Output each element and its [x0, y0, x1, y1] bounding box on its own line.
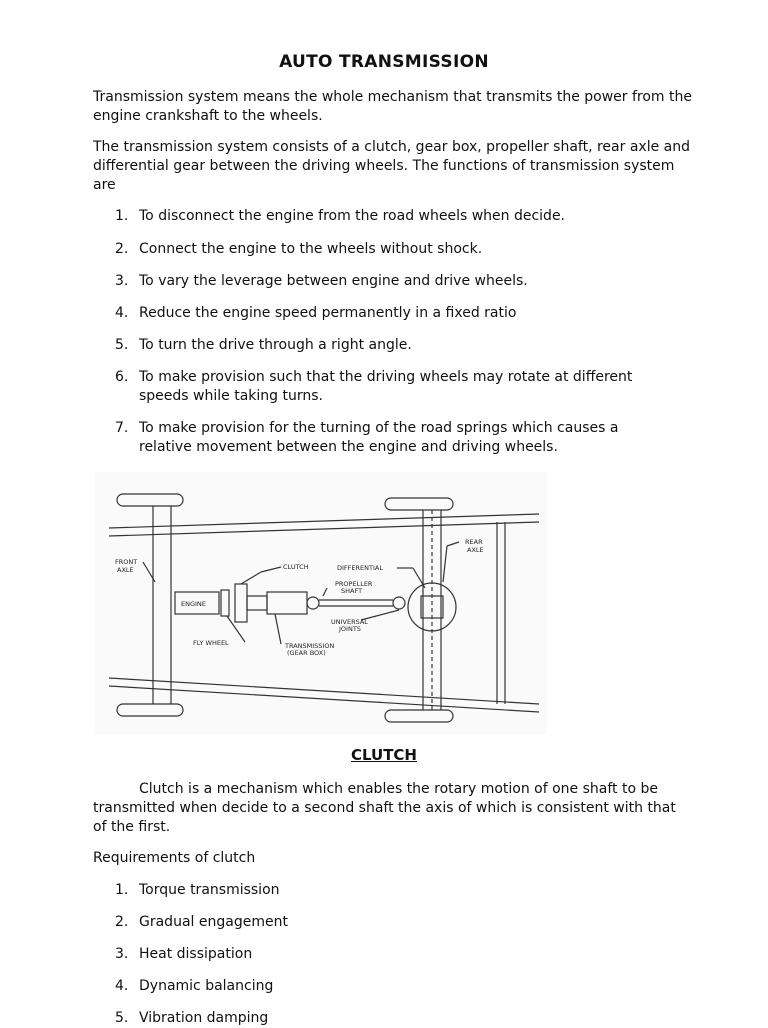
list-number: 3. — [115, 946, 129, 962]
list-number: 1. — [115, 882, 129, 898]
list-text: To make provision such that the driving wheels may rotate at different speeds while taking turns. — [139, 369, 633, 404]
list-text: To make provision for the turning of the road springs which causes a relative movement between the engine and driving wheels. — [139, 420, 619, 455]
list-number: 5. — [115, 337, 129, 353]
list-text: To turn the drive through a right angle. — [139, 337, 412, 353]
label-clutch: CLUTCH — [283, 563, 309, 571]
label-rear-axle-2: AXLE — [467, 546, 484, 554]
list-text: To vary the leverage between engine and drive wheels. — [139, 273, 528, 289]
label-fly-wheel: FLY WHEEL — [193, 639, 229, 647]
list-text: Connect the engine to the wheels without shock. — [139, 241, 483, 257]
list-number: 6. — [115, 369, 129, 385]
list-number: 7. — [115, 420, 129, 436]
label-gear-box: (GEAR BOX) — [287, 649, 326, 657]
transmission-layout-diagram — [95, 472, 547, 734]
list-text: Vibration damping — [139, 1010, 269, 1026]
list-number: 2. — [115, 241, 129, 257]
clutch-paragraph: Clutch is a mechanism which enables the rotary motion of one shaft to be transmitted when decide to a second shaft the axis of which is consistent with that of the first. — [93, 781, 676, 835]
list-text: Heat dissipation — [139, 946, 253, 962]
page-title: AUTO TRANSMISSION — [279, 52, 489, 72]
intro-paragraph-2: The transmission system consists of a clutch, gear box, propeller shaft, rear axle and differential gear between the driving wheels. The functions of transmission system are — [93, 139, 690, 193]
intro-paragraph-1: Transmission system means the whole mechanism that transmits the power from the engine crankshaft to the wheels. — [93, 89, 692, 124]
list-number: 1. — [115, 208, 129, 224]
label-transmission: TRANSMISSION — [285, 642, 335, 650]
list-number: 4. — [115, 305, 129, 321]
list-number: 4. — [115, 978, 129, 994]
list-number: 3. — [115, 273, 129, 289]
requirements-heading: Requirements of clutch — [93, 850, 256, 866]
label-rear-axle: REAR — [465, 538, 483, 546]
list-text: Dynamic balancing — [139, 978, 274, 994]
label-propeller-shaft: PROPELLER — [335, 580, 373, 588]
section-heading-clutch: CLUTCH — [350, 746, 417, 764]
list-text: Reduce the engine speed permanently in a fixed ratio — [139, 305, 517, 321]
list-number: 5. — [115, 1010, 129, 1026]
label-universal-joints-2: JOINTS — [339, 625, 361, 633]
list-text: Gradual engagement — [139, 914, 288, 930]
list-text: Torque transmission — [139, 882, 280, 898]
label-universal-joints: UNIVERSAL — [331, 618, 368, 626]
list-number: 2. — [115, 914, 129, 930]
label-front-axle-2: AXLE — [117, 566, 134, 574]
list-text: To disconnect the engine from the road wheels when decide. — [139, 208, 566, 224]
label-engine: ENGINE — [181, 600, 206, 608]
label-front-axle: FRONT — [115, 558, 138, 566]
label-differential: DIFFERENTIAL — [337, 564, 383, 572]
label-propeller-shaft-2: SHAFT — [341, 587, 363, 595]
